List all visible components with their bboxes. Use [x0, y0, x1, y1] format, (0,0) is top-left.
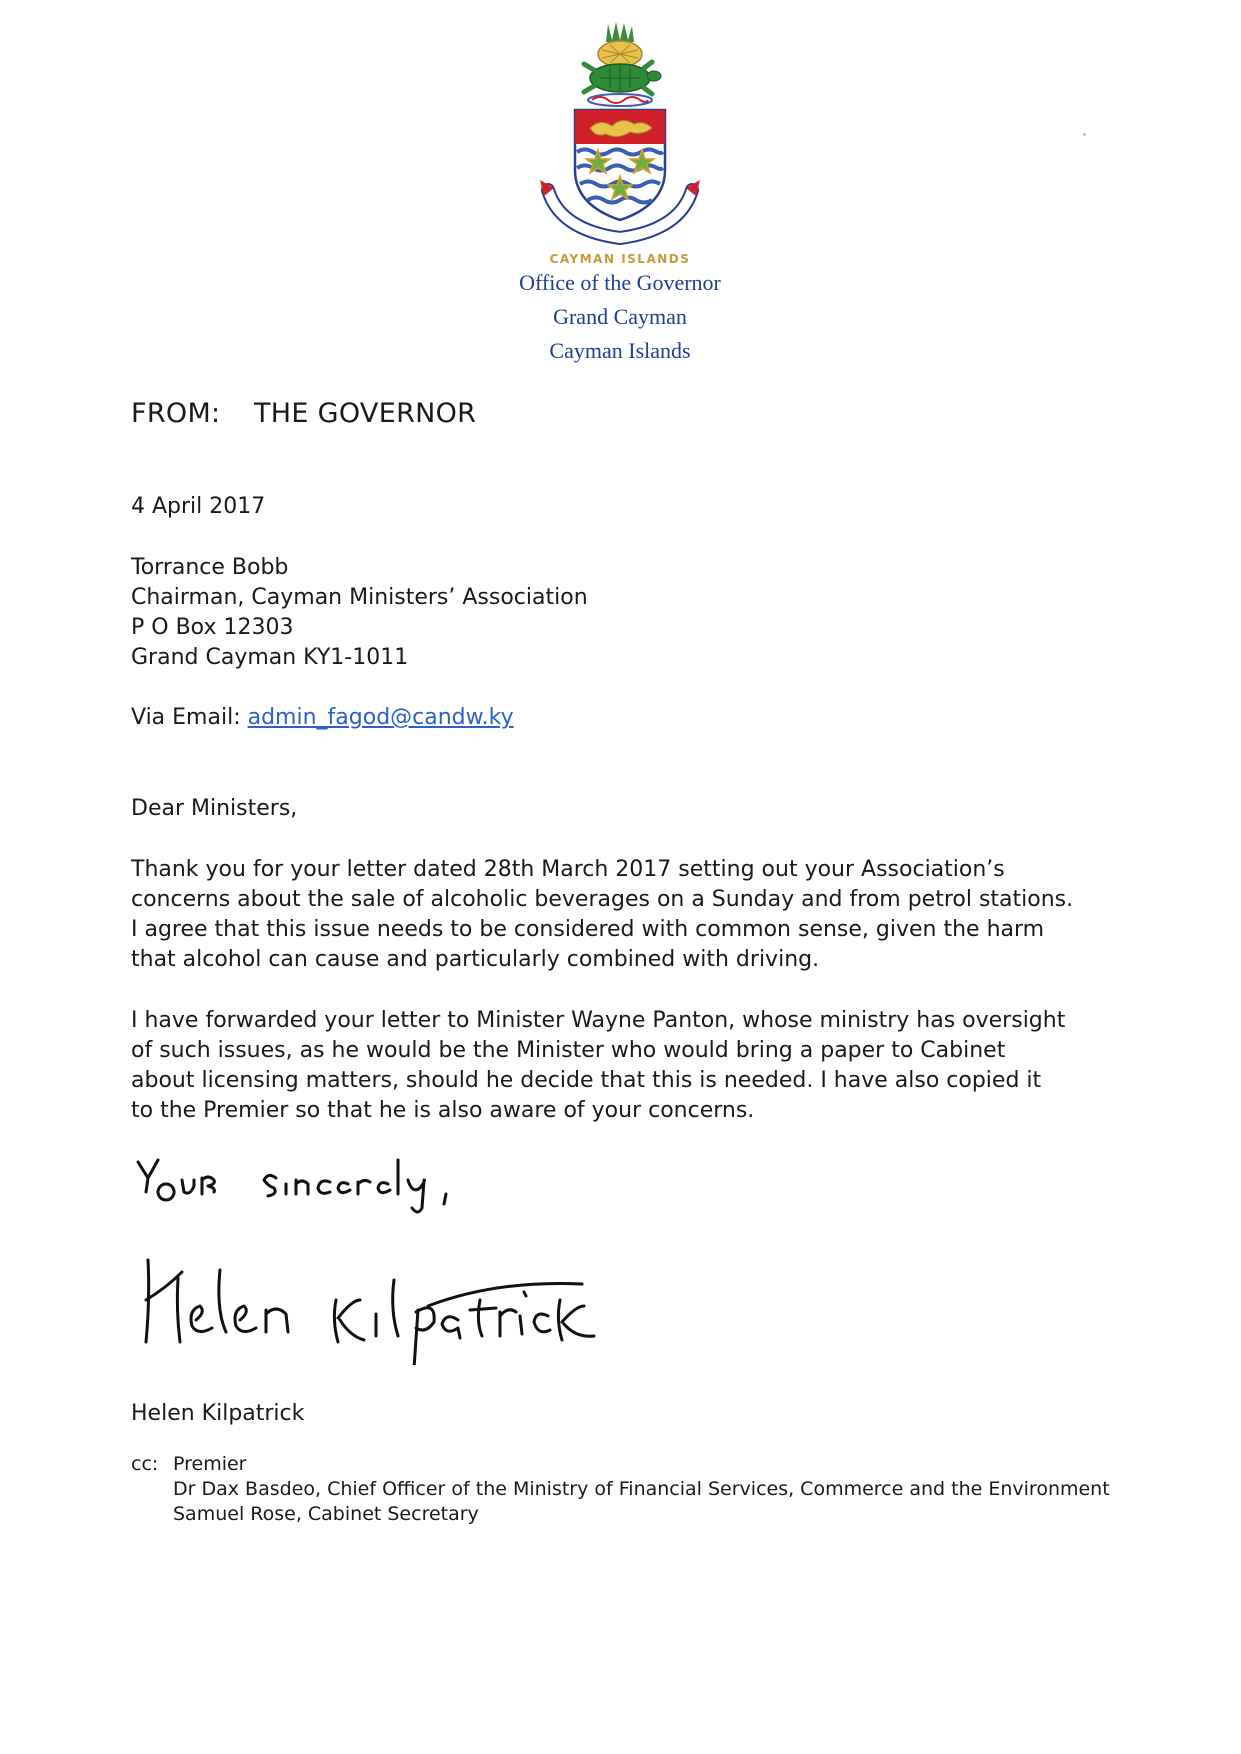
paragraph-line: I have forwarded your letter to Minister Wayne Panton, whose ministry has oversight — [131, 1008, 1066, 1033]
cc-recipient: Samuel Rose, Cabinet Secretary — [173, 1503, 479, 1525]
wreath — [588, 94, 652, 106]
paragraph-line: I agree that this issue needs to be considered with common sense, given the harm — [131, 917, 1045, 942]
cc-list — [131, 1452, 1110, 1527]
paragraph-line: Thank you for your letter dated 28th March 2017 setting out your Association’s — [131, 857, 1005, 882]
from-value: THE GOVERNOR — [254, 398, 477, 429]
paragraph-line: that alcohol can cause and particularly combined with driving. — [131, 947, 820, 972]
paragraph-2 — [131, 1006, 1111, 1126]
paragraph-line: of such issues, as he would be the Minister who would bring a paper to Cabinet — [131, 1038, 1006, 1063]
handwritten-name — [146, 1260, 594, 1365]
signatory-name: Helen Kilpatrick — [131, 1401, 305, 1426]
recipient-title: Chairman, Cayman Ministers’ Association — [131, 585, 588, 610]
handwritten-closing — [138, 1160, 446, 1212]
recipient-city: Grand Cayman KY1-1011 — [131, 645, 409, 670]
office-title: Office of the Governor — [519, 270, 721, 295]
cayman-coat-of-arms-icon — [530, 20, 710, 248]
paragraph-1 — [131, 855, 1111, 975]
office-location: Grand Cayman — [553, 304, 687, 329]
from-label: FROM: — [131, 398, 221, 429]
cc-label: cc: — [131, 1453, 159, 1475]
handwritten-signature — [136, 1150, 696, 1365]
paragraph-line: about licensing matters, should he decide that this is needed. I have also copied it — [131, 1068, 1042, 1093]
via-email-line — [131, 703, 514, 733]
country-name: CAYMAN ISLANDS — [549, 252, 691, 266]
shield — [575, 110, 665, 220]
office-country: Cayman Islands — [549, 338, 691, 363]
recipient-po-box: P O Box 12303 — [131, 615, 294, 640]
letter-date: 4 April 2017 — [131, 494, 266, 519]
cc-recipient: Premier — [173, 1453, 247, 1475]
email-link[interactable]: admin_fagod@candw.ky — [247, 705, 514, 730]
via-email-label: Via Email: — [131, 705, 241, 730]
letterhead — [460, 20, 780, 368]
paragraph-line: concerns about the sale of alcoholic beverages on a Sunday and from petrol stations. — [131, 887, 1074, 912]
salutation: Dear Ministers, — [131, 796, 298, 821]
recipient-address — [131, 553, 588, 673]
cc-recipient: Dr Dax Basdeo, Chief Officer of the Ministry of Financial Services, Commerce and the Environment — [173, 1478, 1110, 1500]
from-line — [131, 398, 476, 429]
paragraph-line: to the Premier so that he is also aware of your concerns. — [131, 1098, 755, 1123]
scan-speck — [1083, 133, 1086, 136]
pineapple-crest — [598, 22, 642, 67]
turtle — [584, 62, 661, 94]
recipient-name: Torrance Bobb — [131, 555, 289, 580]
